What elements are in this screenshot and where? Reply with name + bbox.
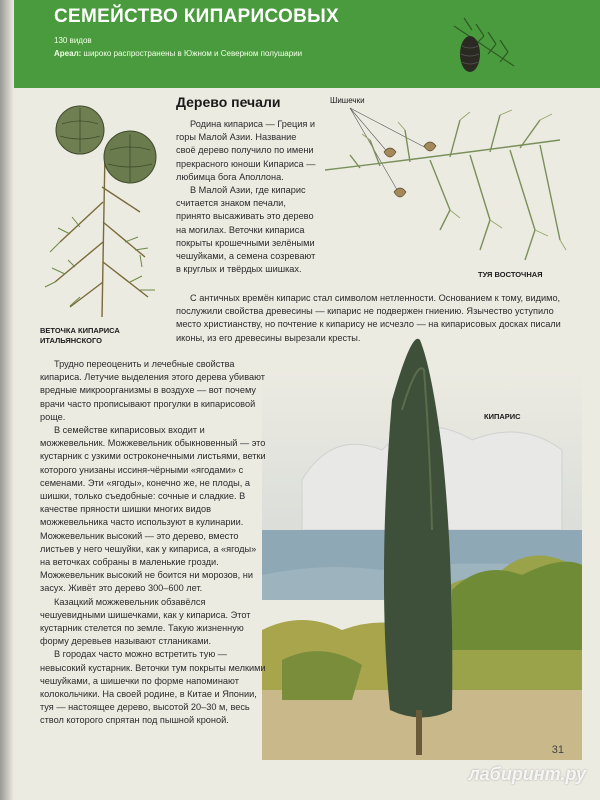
cypress-branch-illustration — [30, 92, 180, 322]
header-title: СЕМЕЙСТВО КИПАРИСОВЫХ — [54, 6, 339, 27]
paragraph: С античных времён кипарис стал символом нетленности. Основанием к тому, видимо, послужили свойства древесины — кипарис не подвержен гниению. Язычество уступило место христианству, но почтение к кипарису не исчезло — на кипарисовых досках писали иконы, из его древесины вырезали кресты. — [176, 293, 561, 343]
paragraph: Родина кипариса — Греция и горы Малой Азии. Название своё дерево получило по имени прекрасного юноши Кипариса — любимца бога Аполлона. — [176, 119, 316, 182]
paragraph: Трудно переоценить и лечебные свойства кипариса. Летучие выделения этого дерева убивают вредные микроорганизмы в воздухе — вот почему врачи часто прописывают прогулки в кипарисовой роще. — [40, 359, 265, 422]
caption-cypress: КИПАРИС — [484, 412, 521, 421]
watermark: лабиринт.ру — [468, 764, 586, 784]
section-title: Дерево печали — [176, 94, 281, 110]
pine-cone-icon — [444, 6, 524, 86]
paragraph: В Малой Азии, где кипарис считается знаком печали, принято высаживать это дерево на могилах. Веточки кипариса покрыты крошечными зелёными чешуйками, а семена созревают в круглых и твёрдых шишках. — [176, 185, 316, 275]
header-range — [54, 49, 302, 58]
header-species-count: 130 видов — [54, 36, 92, 45]
page-binding-shadow — [0, 0, 14, 800]
lower-text-column — [40, 358, 266, 728]
page-header — [14, 0, 600, 88]
range-label: Ареал: — [54, 49, 82, 58]
page-number: 31 — [551, 744, 564, 756]
cypress-landscape-illustration — [262, 330, 582, 760]
thuja-branch-illustration — [320, 100, 570, 280]
caption-cones: Шишечки — [330, 96, 365, 105]
range-text: широко распространены в Южном и Северном полушарии — [83, 49, 303, 58]
intro-text-column — [176, 118, 318, 276]
paragraph: Казацкий можжевельник обзавёлся чешуевидными шишечками, как у кипариса. Этот кустарник стелется по земле. Такую жизненную форму деревьев называют стланиками. — [40, 596, 251, 647]
paragraph: В семействе кипарисовых входит и можжевельник. Можжевельник обыкновенный — это кустарник с узкими остроконечными листьями, ветки которого унизаны иссиня-чёрными «ягодами» с семенами. Эти «ягоды», конечно же, не плоды, а шишки, только съедобные: сочные и сладкие. В качестве пряности шишки многих видов можжевельника часто используют в кулинарии. Можжевельник высокий — это дерево, вместо листьев у него чешуйки, как у кипариса, а «ягоды» на веточках собраны в маленькие грозди. Можжевельник высокий не боится ни морозов, ни засух. Живёт это дерево 300–600 лет. — [40, 425, 266, 594]
caption-thuja: ТУЯ ВОСТОЧНАЯ — [478, 270, 543, 279]
paragraph: В городах часто можно встретить тую — невысокий кустарник. Веточки тум покрыты мелкими чешуйками, а шишечки по форме напоминают колокольчики. На своей родине, в Китае и Японии, туя — настоящее дерево, высотой 20–30 м, весь ствол которого спрятан под пышной кроной. — [40, 649, 266, 726]
caption-branch: ВЕТОЧКА КИПАРИСА ИТАЛЬЯНСКОГО — [40, 326, 120, 345]
